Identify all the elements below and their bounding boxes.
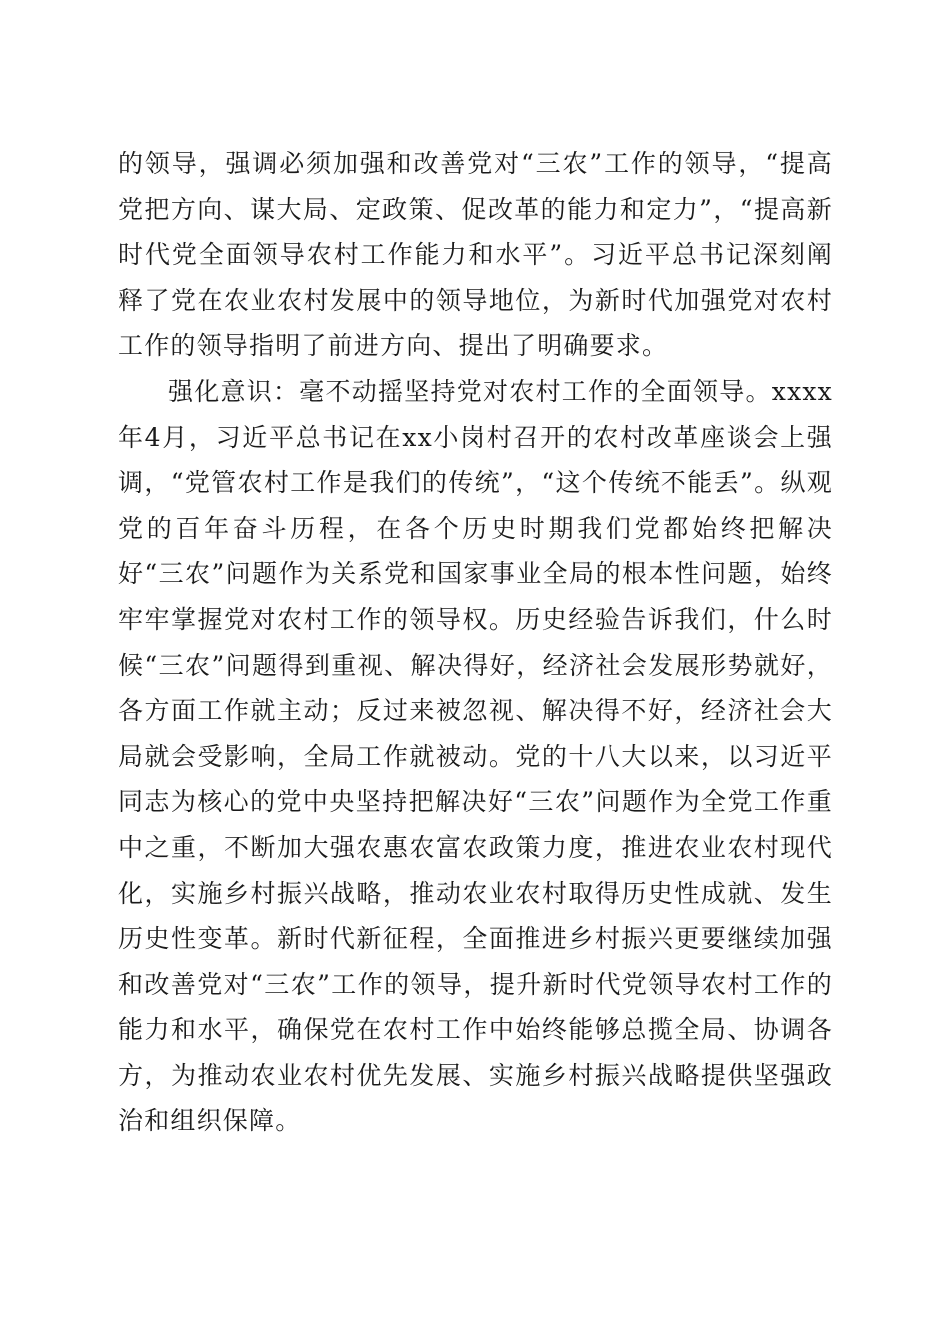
paragraph-continuation: 的领导，强调必须加强和改善党对“三农”工作的领导，“提高党把方向、谋大局、定政策、促改革的能力和定力”，“提高新时代党全面领导农村工作能力和水平”。习近平总书记深刻阐释了党在农业农村发展中的领导地位，为新时代加强党对农村工作的领导指明了前进方向、提出了明确要求。 bbox=[118, 149, 833, 361]
document-body bbox=[118, 141, 833, 1144]
paragraph-strengthen-awareness: 强化意识：毫不动摇坚持党对农村工作的全面领导。xxxx年4月，习近平总书记在xx小岗村召开的农村改革座谈会上强调，“党管农村工作是我们的传统”，“这个传统不能丢”。纵观党的百年奋斗历程，在各个历史时期我们党都始终把解决好“三农”问题作为关系党和国家事业全局的根本性问题，始终牢牢掌握党对农村工作的领导权。历史经验告诉我们，什么时候“三农”问题得到重视、解决得好，经济社会发展形势就好，各方面工作就主动；反过来被忽视、解决得不好，经济社会大局就会受影响，全局工作就被动。党的十八大以来，以习近平同志为核心的党中央坚持把解决好“三农”问题作为全党工作重中之重，不断加大强农惠农富农政策力度，推进农业农村现代化，实施乡村振兴战略，推动农业农村取得历史性成就、发生历史性变革。新时代新征程，全面推进乡村振兴更要继续加强和改善党对“三农”工作的领导，提升新时代党领导农村工作的能力和水平，确保党在农村工作中始终能够总揽全局、协调各方，为推动农业农村优先发展、实施乡村振兴战略提供坚强政治和组织保障。 bbox=[118, 376, 833, 1136]
